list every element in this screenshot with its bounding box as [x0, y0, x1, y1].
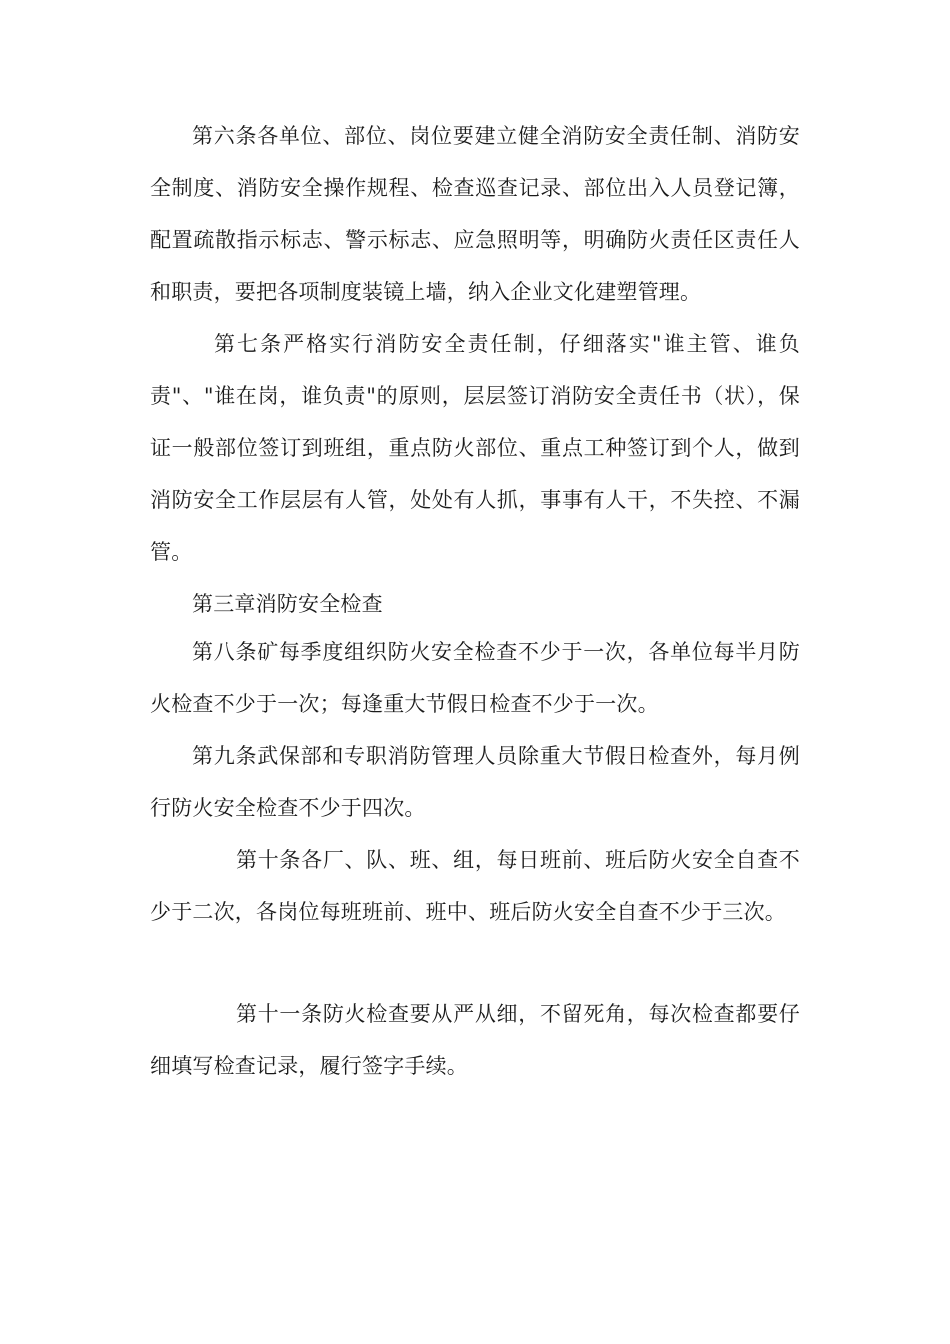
chapter-3-heading: 第三章消防安全检查	[192, 592, 383, 616]
article-10-paragraph: 第十条各厂、队、班、组，每日班前、班后防火安全自查不少于二次，各岗位每班班前、班中、班后防火安全自查不少于三次。	[150, 848, 800, 924]
article-7-paragraph: 第七条严格实行消防安全责任制，仔细落实"谁主管、谁负责"、"谁在岗，谁负责"的原则，层层签订消防安全责任书（状），保证一般部位签订到班组，重点防火部位、重点工种签订到个人，做到消防安全工作层层有人管，处处有人抓，事事有人干，不失控、不漏管。	[150, 332, 800, 564]
article-8-paragraph: 第八条矿每季度组织防火安全检查不少于一次，各单位每半月防火检查不少于一次；每逢重大节假日检查不少于一次。	[150, 640, 800, 716]
article-6-paragraph: 第六条各单位、部位、岗位要建立健全消防安全责任制、消防安全制度、消防安全操作规程、检查巡查记录、部位出入人员登记簿，配置疏散指示标志、警示标志、应急照明等，明确防火责任区责任人和职责，要把各项制度装镜上墙，纳入企业文化建塑管理。	[150, 124, 800, 304]
article-11-paragraph: 第十一条防火检查要从严从细，不留死角，每次检查都要仔细填写检查记录，履行签字手续。	[150, 1002, 800, 1078]
article-9-paragraph: 第九条武保部和专职消防管理人员除重大节假日检查外，每月例行防火安全检查不少于四次。	[150, 744, 800, 820]
